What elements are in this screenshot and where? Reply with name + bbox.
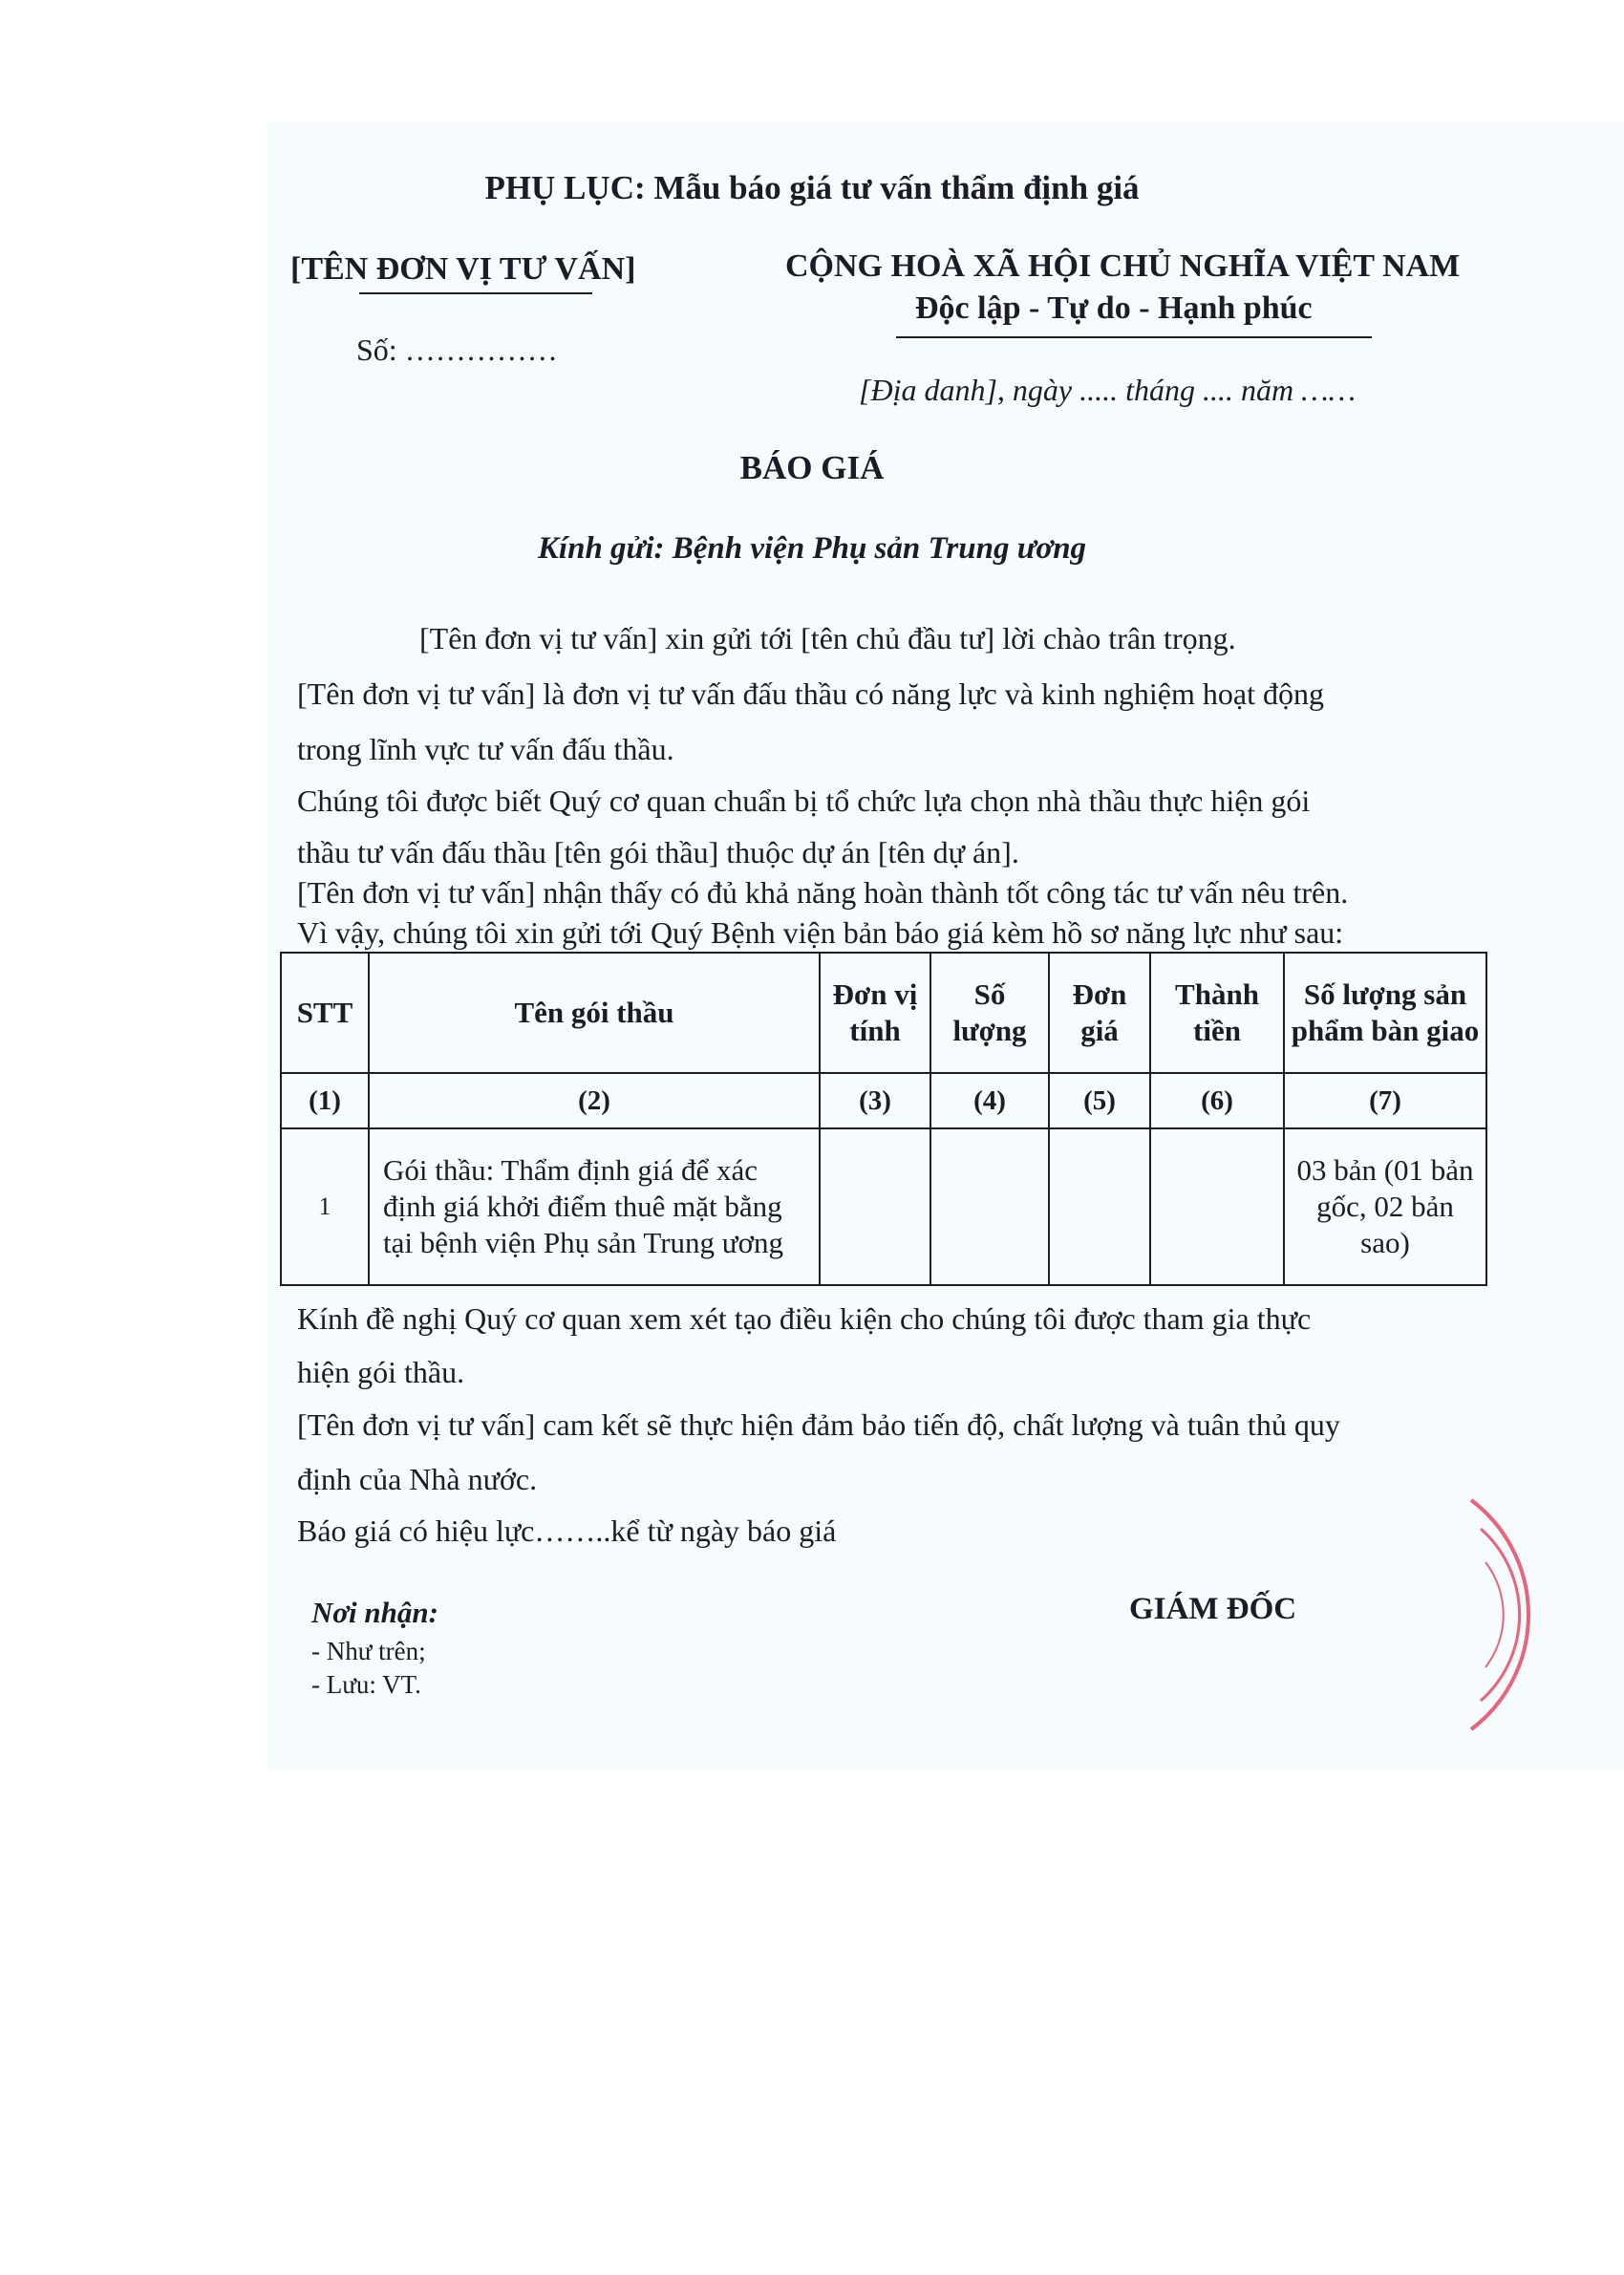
cell-amount bbox=[1150, 1128, 1284, 1285]
quote-table bbox=[280, 952, 1487, 1286]
column-header: Đơn giá bbox=[1049, 953, 1150, 1073]
body-paragraph-4: [Tên đơn vị tư vấn] nhận thấy có đủ khả năng hoàn thành tốt công tác tư vấn nêu trên. bbox=[297, 875, 1349, 910]
table-row bbox=[281, 1128, 1486, 1285]
column-header: Thành tiền bbox=[1150, 953, 1284, 1073]
column-number: (6) bbox=[1150, 1073, 1284, 1128]
cell-deliverables: 03 bản (01 bản gốc, 02 bản sao) bbox=[1284, 1128, 1486, 1285]
body-paragraph-2-line-1: [Tên đơn vị tư vấn] là đơn vị tư vấn đấu thầu có năng lực và kinh nghiệm hoạt động bbox=[297, 676, 1324, 711]
column-header: Đơn vị tính bbox=[820, 953, 930, 1073]
body-paragraph-1: [Tên đơn vị tư vấn] xin gửi tới [tên chủ đầu tư] lời chào trân trọng. bbox=[419, 621, 1236, 655]
closing-paragraph-2-line-1: [Tên đơn vị tư vấn] cam kết sẽ thực hiện đảm bảo tiến độ, chất lượng và tuân thủ quy bbox=[297, 1407, 1340, 1442]
signatory-title: GIÁM ĐỐC bbox=[1129, 1592, 1297, 1626]
nation-heading: CỘNG HOÀ XÃ HỘI CHỦ NGHĨA VIỆT NAM bbox=[785, 248, 1461, 284]
column-number: (2) bbox=[369, 1073, 820, 1128]
column-number: (5) bbox=[1049, 1073, 1150, 1128]
recipient-item: - Như trên; bbox=[311, 1637, 426, 1665]
column-header: Tên gói thầu bbox=[369, 953, 820, 1073]
greeting-prefix: Kính gửi: bbox=[537, 531, 673, 566]
recipient-item: - Lưu: VT. bbox=[311, 1670, 421, 1699]
appendix-title: PHỤ LỤC: Mẫu báo giá tư vấn thẩm định giá bbox=[484, 169, 1140, 206]
column-header: STT bbox=[281, 953, 369, 1073]
recipients-title: Nơi nhận: bbox=[311, 1596, 438, 1629]
closing-paragraph-1-line-1: Kính đề nghị Quý cơ quan xem xét tạo điều kiện cho chúng tôi được tham gia thực bbox=[297, 1301, 1312, 1336]
closing-paragraph-1-line-2: hiện gói thầu. bbox=[297, 1355, 465, 1389]
table-numbering-row bbox=[281, 1073, 1486, 1128]
organization-underline bbox=[359, 292, 592, 294]
body-paragraph-2-line-2: trong lĩnh vực tư vấn đấu thầu. bbox=[297, 732, 674, 766]
place-date: [Địa danh], ngày ..... tháng .... năm …… bbox=[859, 373, 1357, 407]
column-number: (1) bbox=[281, 1073, 369, 1128]
body-paragraph-5: Vì vậy, chúng tôi xin gửi tới Quý Bệnh viện bản báo giá kèm hồ sơ năng lực như sau: bbox=[297, 915, 1344, 950]
motto: Độc lập - Tự do - Hạnh phúc bbox=[915, 290, 1313, 326]
document-number: Số: …………… bbox=[356, 333, 558, 367]
table-header-row bbox=[281, 953, 1486, 1073]
greeting-recipient: Bệnh viện Phụ sản Trung ương bbox=[672, 531, 1087, 566]
greeting bbox=[0, 531, 1624, 567]
body-paragraph-3-line-1: Chúng tôi được biết Quý cơ quan chuẩn bị tổ chức lựa chọn nhà thầu thực hiện gói bbox=[297, 783, 1311, 818]
cell-package-name: Gói thầu: Thẩm định giá để xác định giá khởi điểm thuê mặt bằng tại bệnh viện Phụ sản Trung ương bbox=[369, 1128, 820, 1285]
cell-unit-price bbox=[1049, 1128, 1150, 1285]
document-title: BÁO GIÁ bbox=[739, 449, 885, 486]
motto-underline bbox=[896, 336, 1372, 338]
column-header: Số lượng bbox=[930, 953, 1049, 1073]
body-paragraph-3-line-2: thầu tư vấn đấu thầu [tên gói thầu] thuộc dự án [tên dự án]. bbox=[297, 835, 1019, 869]
column-header: Số lượng sản phẩm bàn giao bbox=[1284, 953, 1486, 1073]
closing-paragraph-2-line-2: định của Nhà nước. bbox=[297, 1462, 538, 1496]
organization-name: [TÊN ĐƠN VỊ TƯ VẤN] bbox=[290, 251, 636, 287]
column-number: (7) bbox=[1284, 1073, 1486, 1128]
cell-stt: 1 bbox=[281, 1128, 369, 1285]
closing-paragraph-3: Báo giá có hiệu lực……..kể từ ngày báo giá bbox=[297, 1513, 837, 1548]
column-number: (3) bbox=[820, 1073, 930, 1128]
cell-unit bbox=[820, 1128, 930, 1285]
cell-quantity bbox=[930, 1128, 1049, 1285]
column-number: (4) bbox=[930, 1073, 1049, 1128]
red-stamp-partial bbox=[1414, 1471, 1624, 1739]
